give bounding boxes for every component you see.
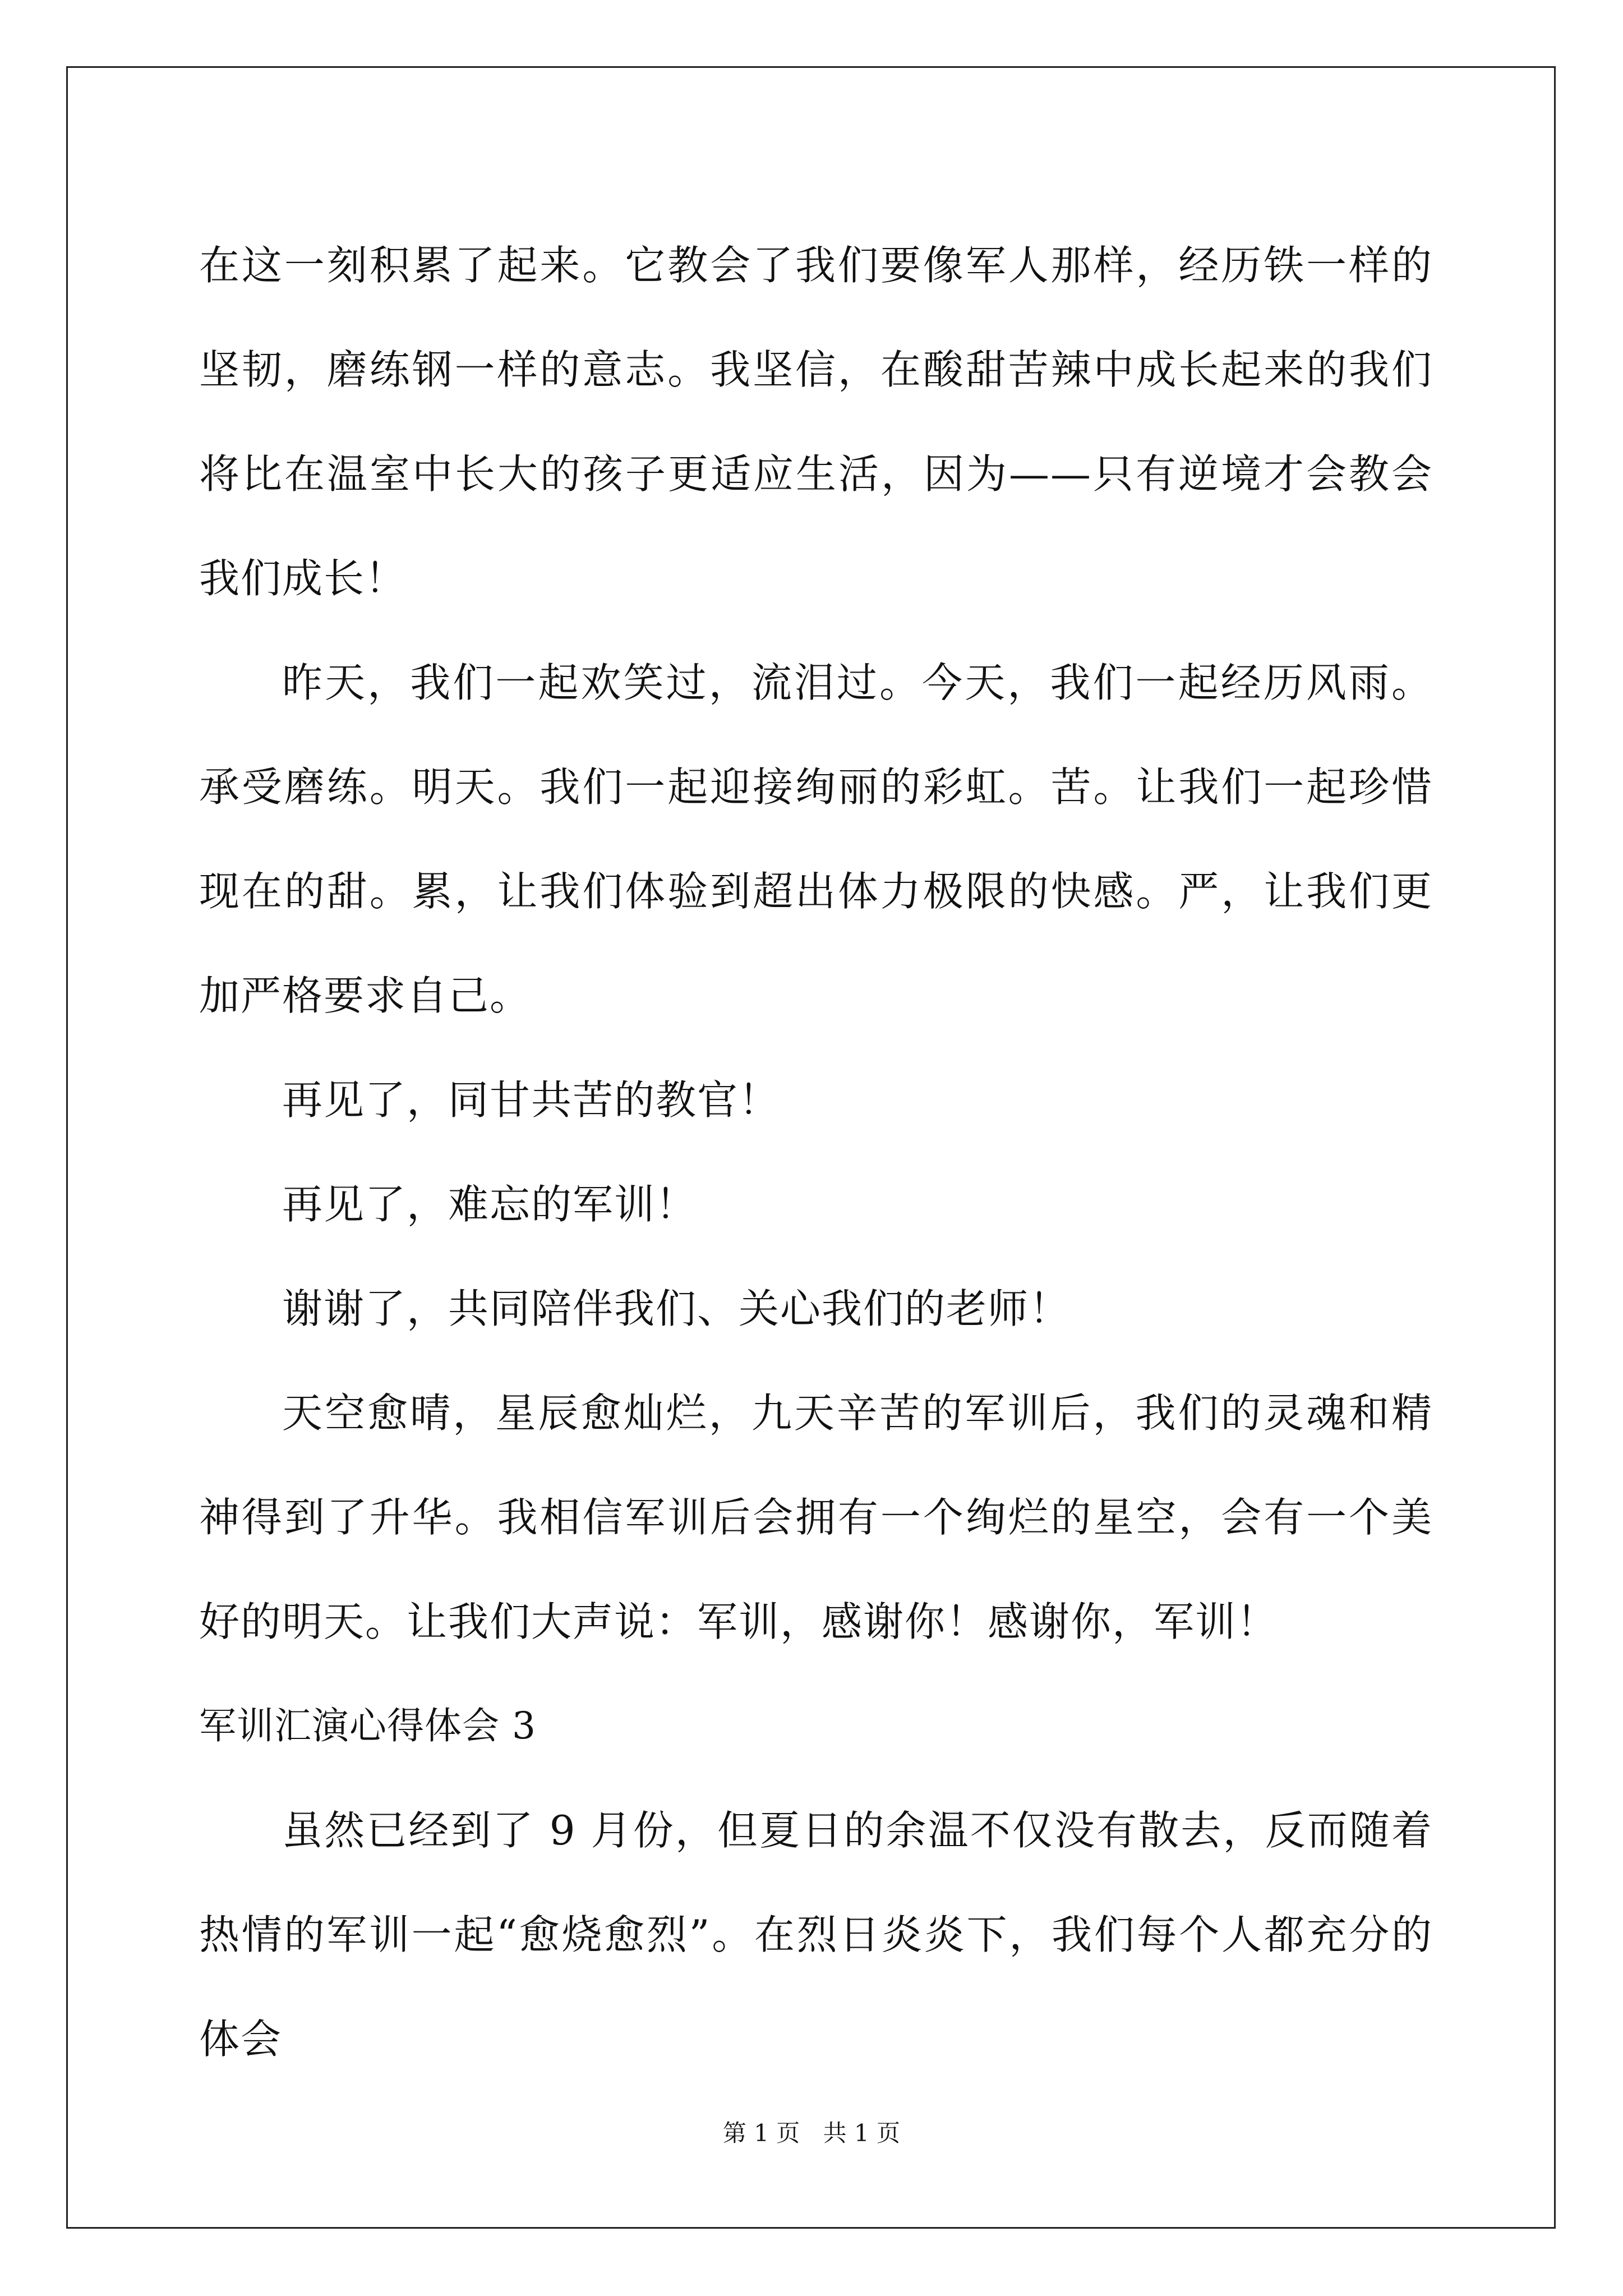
page-total: 共 1 页 xyxy=(823,2119,901,2147)
section-paragraph-1: 虽然已经到了 9 月份，但夏日的余温不仅没有散去，反而随着热情的军训一起“愈烧愈烈”。在烈日炎炎下，我们每个人都充分的体会 xyxy=(199,1807,1433,2063)
paragraph-5: 谢谢了，共同陪伴我们、关心我们的老师！ xyxy=(282,1285,1071,1332)
paragraph-1: 在这一刻积累了起来。它教会了我们要像军人那样，经历铁一样的坚韧，磨练钢一样的意志。我坚信，在酸甜苦辣中成长起来的我们将比在温室中长大的孩子更适应生活，因为——只有逆境才会教会我们成长！ xyxy=(199,242,1433,602)
page-footer xyxy=(0,2115,1623,2148)
document-body xyxy=(199,213,1433,2091)
paragraph-3: 再见了，同甘共苦的教官！ xyxy=(282,1076,781,1124)
paragraph-2: 昨天，我们一起欢笑过，流泪过。今天，我们一起经历风雨。承受磨练。明天。我们一起迎接绚丽的彩虹。苦。让我们一起珍惜现在的甜。累，让我们体验到超出体力极限的快感。严，让我们更加严格要求自己。 xyxy=(199,659,1433,1019)
paragraph-4: 再见了，难忘的军训！ xyxy=(282,1181,698,1228)
page-number: 第 1 页 xyxy=(722,2119,800,2147)
paragraph-6: 天空愈晴，星辰愈灿烂，九天辛苦的军训后，我们的灵魂和精神得到了升华。我相信军训后会拥有一个绚烂的星空，会有一个美好的明天。让我们大声说：军训，感谢你！感谢你，军训！ xyxy=(199,1389,1433,1645)
section-heading: 军训汇演心得体会 3 xyxy=(199,1704,536,1747)
